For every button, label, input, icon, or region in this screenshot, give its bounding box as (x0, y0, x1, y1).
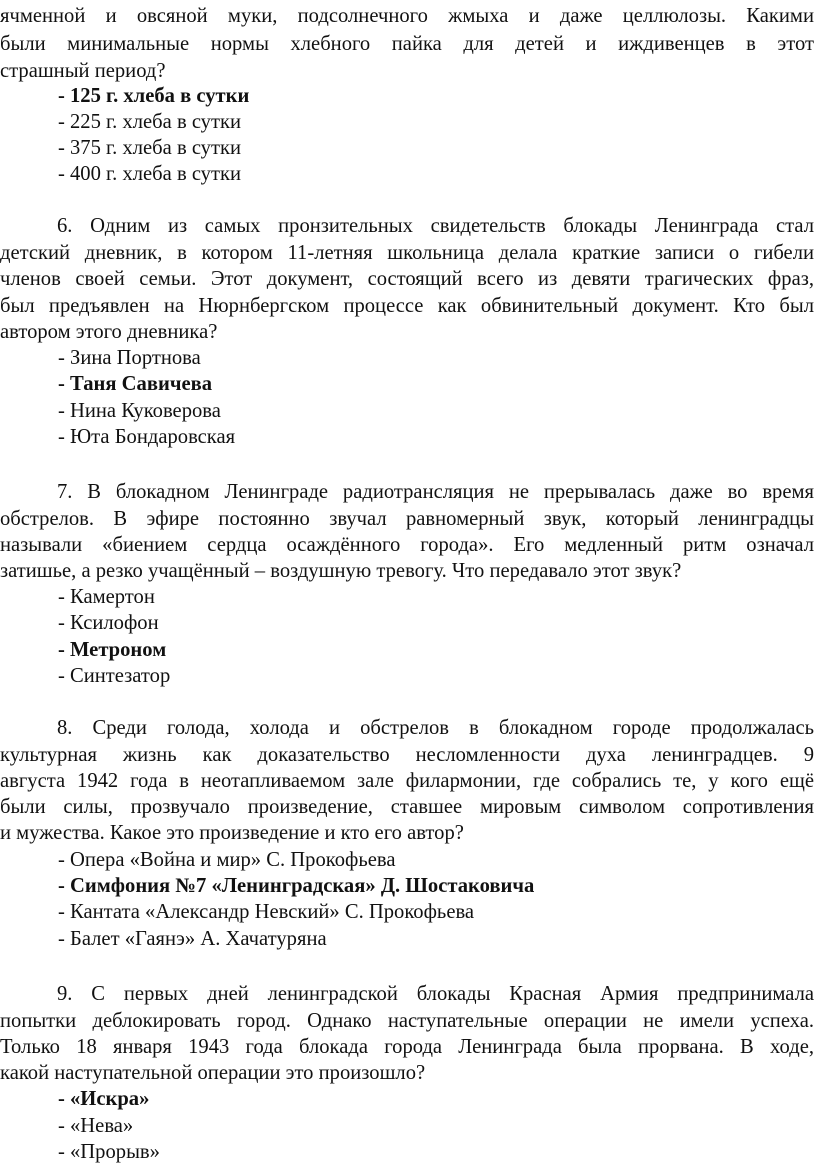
q9-option: - «Нева» (58, 1115, 134, 1137)
q9-text-line: 9. С первых дней ленинградской блокады Красная Армия предпринимала (57, 983, 814, 1005)
q5-text-line: были минимальные нормы хлебного пайка для детей и иждивенцев в этот (0, 33, 814, 55)
q7-text-line: называли «биением сердца осаждённого города». Его медленный ритм означал (0, 534, 814, 556)
q8-option: - Кантата «Александр Невский» С. Прокофьева (58, 901, 475, 923)
q5-option: - 400 г. хлеба в сутки (58, 163, 242, 185)
q9-text-line: Только 18 января 1943 года блокада города Ленинграда была прорвана. В ходе, (0, 1036, 814, 1058)
q6-text-line: был предъявлен на Нюрнбергском процессе как обвинительный документ. Кто был (0, 295, 814, 317)
q9-option: - «Прорыв» (58, 1141, 160, 1163)
q5-option-correct: - 125 г. хлеба в сутки (58, 85, 250, 107)
q9-text-line: какой наступательной операции это произошло? (0, 1062, 426, 1084)
q6-text-line: членов своей семьи. Этот документ, состоящий всего из девяти трагических фраз, (0, 268, 814, 290)
q7-text-line: 7. В блокадном Ленинграде радиотрансляция не прерывалась даже во время (57, 481, 814, 503)
q5-option: - 225 г. хлеба в сутки (58, 111, 242, 133)
q5-text-line: страшный период? (0, 60, 166, 82)
q5-option: - 375 г. хлеба в сутки (58, 137, 242, 159)
q7-text-line: обстрелов. В эфире постоянно звучал равномерный звук, который ленинградцы (0, 508, 814, 530)
q6-text-line: автором этого дневника? (0, 321, 218, 343)
q5-text-line: ячменной и овсяной муки, подсолнечного жмыха и даже целлюлозы. Какими (0, 5, 814, 27)
q8-option: - Балет «Гаянэ» А. Хачатуряна (58, 928, 327, 950)
q8-text-line: и мужества. Какое это произведение и кто его автор? (0, 822, 464, 844)
q8-text-line: августа 1942 года в неотапливаемом зале филармонии, где собрались те, у кого ещё (0, 770, 814, 792)
q6-text-line: 6. Одним из самых пронзительных свидетельств блокады Ленинграда стал (57, 215, 814, 237)
q7-option: - Камертон (58, 586, 155, 608)
q8-text-line: культурная жизнь как доказательство несломленности духа ленинградцев. 9 (0, 744, 814, 766)
q9-text-line: попытки деблокировать город. Однако наступательные операции не имели успеха. (0, 1010, 814, 1032)
q7-text-line: затишье, а резко учащённый – воздушную тревогу. Что передавало этот звук? (0, 560, 682, 582)
q7-option: - Синтезатор (58, 665, 171, 687)
q6-text-line: детский дневник, в котором 11-летняя школьница делала краткие записи о гибели (0, 242, 814, 264)
q6-option: - Юта Бондаровская (58, 426, 236, 448)
q9-option-correct: - «Искра» (58, 1088, 150, 1110)
q6-option: - Зина Портнова (58, 347, 201, 369)
q7-option-correct: - Метроном (58, 639, 167, 661)
q8-text-line: были силы, прозвучало произведение, ставшее мировым символом сопротивления (0, 796, 814, 818)
q6-option: - Нина Куковерова (58, 400, 221, 422)
q8-option: - Опера «Война и мир» С. Прокофьева (58, 849, 396, 871)
q7-option: - Ксилофон (58, 612, 159, 634)
q8-option-correct: - Симфония №7 «Ленинградская» Д. Шостаковича (58, 875, 535, 897)
q8-text-line: 8. Среди голода, холода и обстрелов в блокадном городе продолжалась (57, 717, 814, 739)
q6-option-correct: - Таня Савичева (58, 373, 213, 395)
